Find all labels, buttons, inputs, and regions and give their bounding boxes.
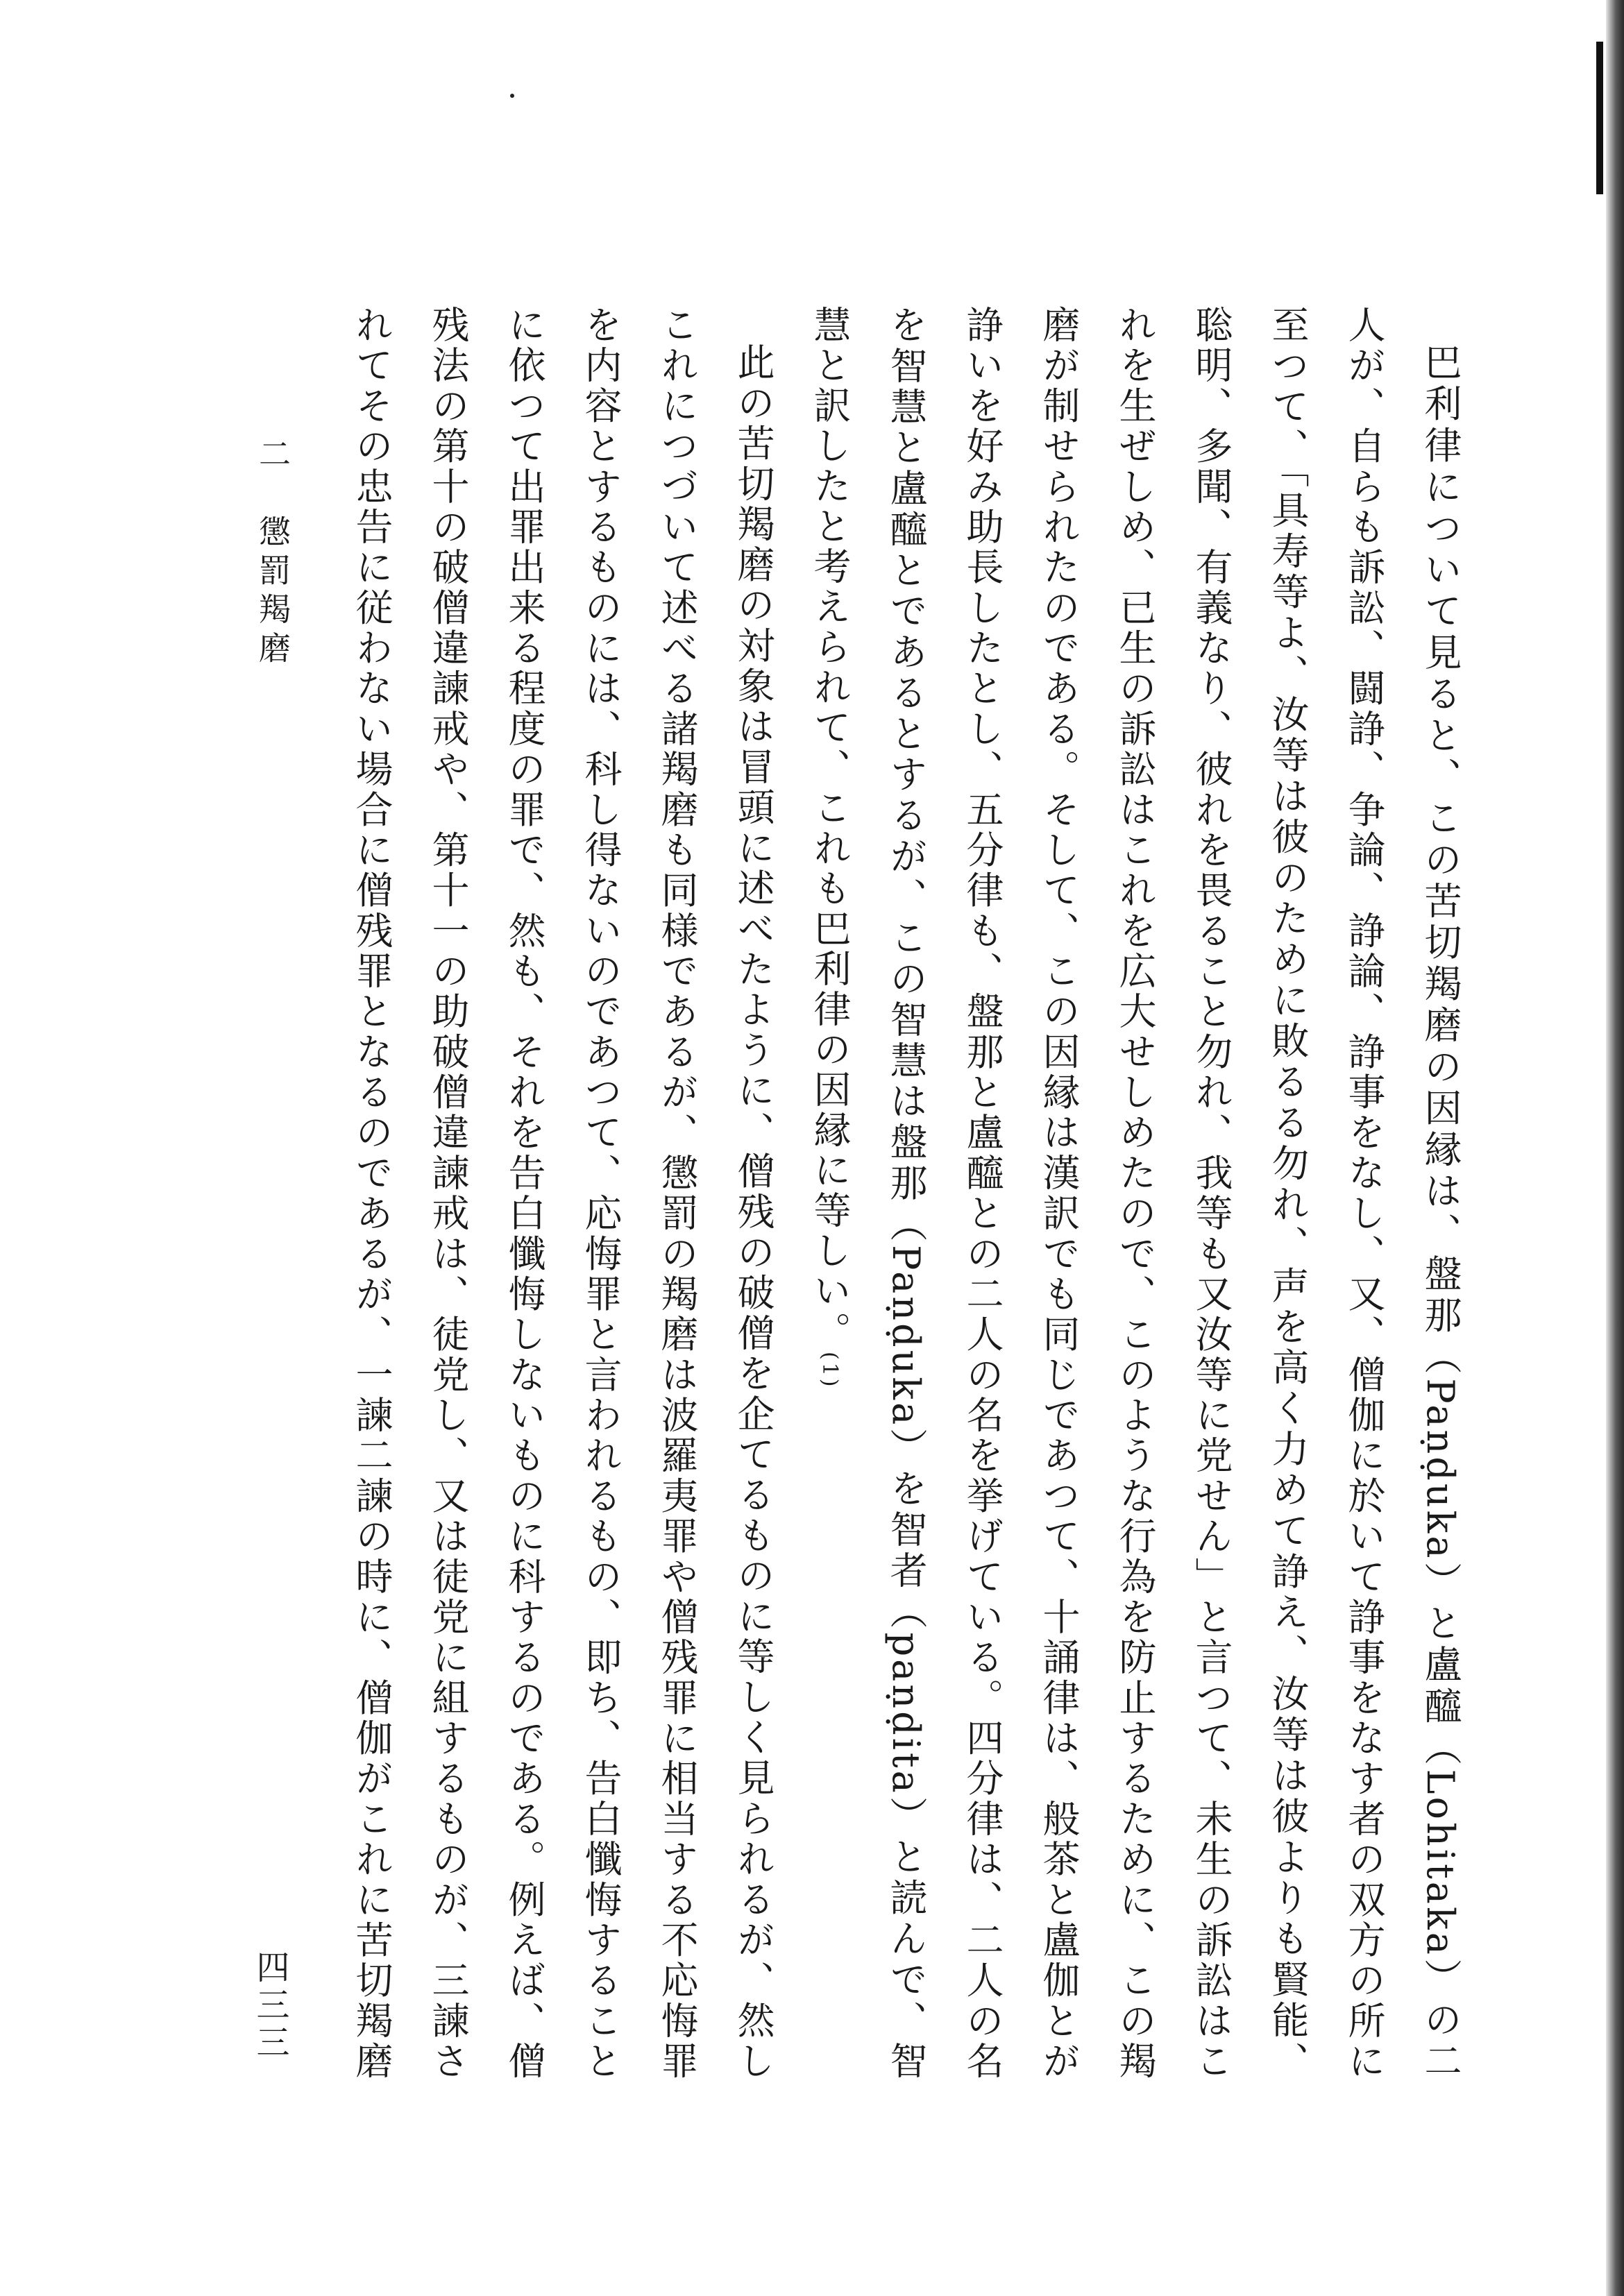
paragraph-2-text: 此の苦切羯磨の対象は冒頭に述べたように、僧残の破僧を企てるものに等しく見られるが、然しこれにつづいて述べる諸羯磨も同様であるが、懲罰の羯磨は波羅夷罪や僧残罪に相当する不応悔罪を内容とするものには、科し得ないのであつて、応悔罪と言われるもの、即ち、告白懺悔することに依つて出罪出来る程度の罪で、然も、それを告白懺悔しないものに科するのである。例えば、僧残法の第十の破僧違諫戒や、第十一の助破僧違諫戒は、徒党し、又は徒党に組するものが、三諫されてその忠告に従わない場合に僧残罪となるのであるが、一諫二諫の時に、僧伽がこれに苦切羯磨	[350, 305, 775, 2082]
page-edge-mark	[1596, 42, 1603, 194]
page-number: 四三三	[251, 1950, 289, 2062]
scan-speck	[510, 94, 514, 98]
paragraph-1-text: 巴利律について見ると、この苦切羯磨の因縁は、盤那（Paṇḍuka）と盧醯（Lohitaka）の二人が、自らも訴訟、闘諍、争論、諍論、諍事をなし、又、僧伽に於いて諍事をなす者の双方の所に至つて、「具寿等よ、汝等は彼のために敗るる勿れ、声を高く力めて諍え、汝等は彼よりも賢能、聡明、多聞、有義なり、彼れを畏ること勿れ、我等も又汝等に党せん」と言つて、未生の訴訟はこれを生ぜしめ、已生の訴訟はこれを広大せしめたので、このような行為を防止するために、この羯磨が制せられたのである。そして、この因縁は漢訳でも同じであつて、十誦律は、般茶と盧伽とが諍いを好み助長したとし、五分律も、盤那と盧醯との二人の名を挙げている。四分律は、二人の名を智慧と盧醯とであるとするが、この智慧は盤那（Paṇḍuka）を智者（paṇḍita）と読んで、智慧と訳したと考えられて、これも巴利律の因縁に等しい。	[808, 305, 1462, 2082]
body-text	[326, 305, 1478, 2082]
paragraph-2	[326, 305, 791, 2082]
paragraph-1	[791, 305, 1478, 2082]
footnote-marker: (1)	[818, 1352, 842, 1390]
page-edge-shadow	[1606, 0, 1624, 2296]
running-head: 二 懲罰羯磨	[254, 437, 291, 670]
